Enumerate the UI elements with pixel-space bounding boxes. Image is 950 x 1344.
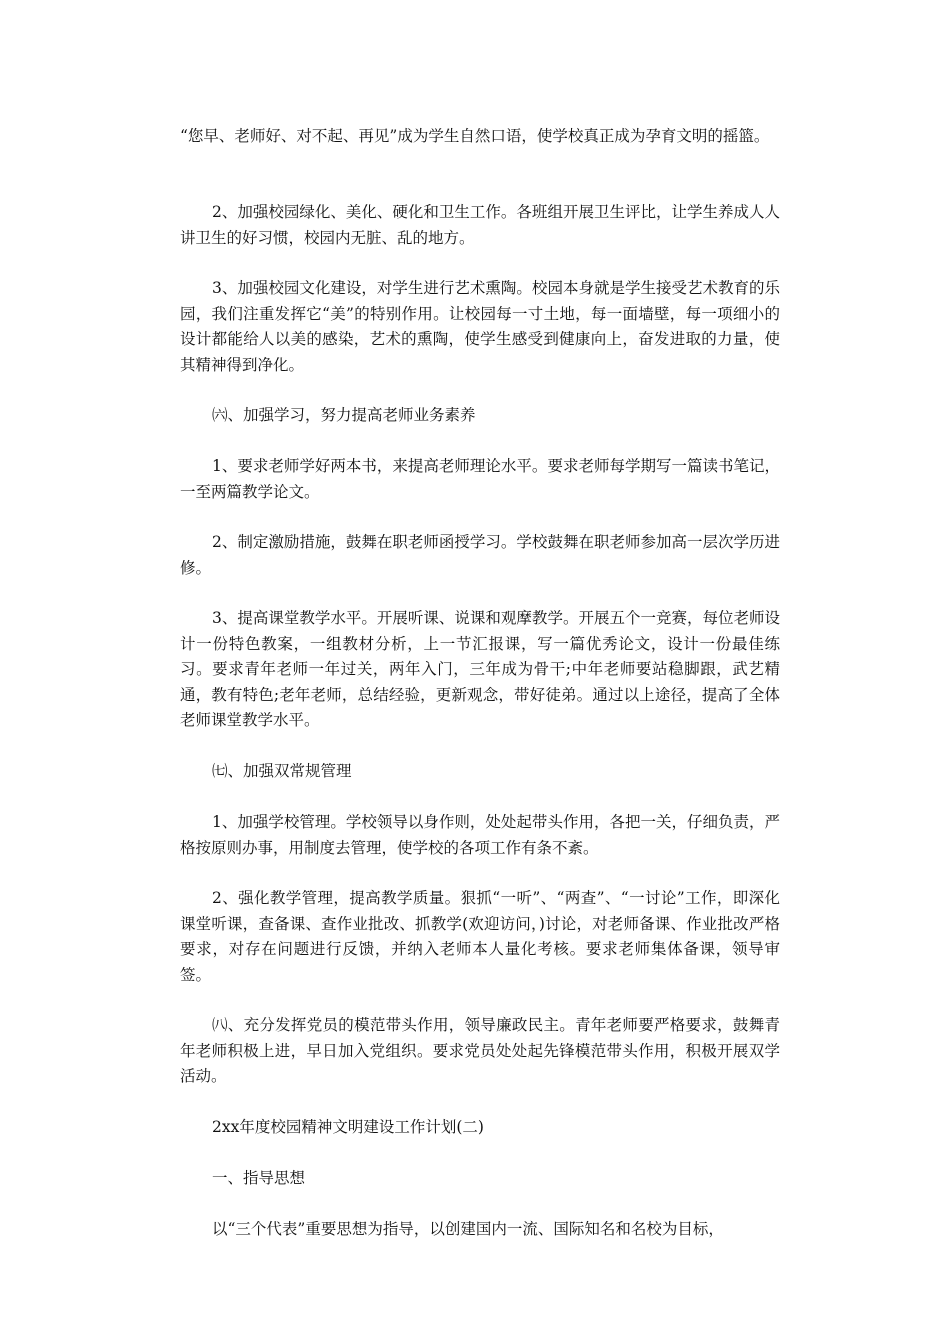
section-heading-guiding-thought: 一、指导思想 <box>212 1169 306 1187</box>
section-heading-7: ㈦、加强双常规管理 <box>212 762 352 780</box>
section-heading-8: ㈧、充分发挥党员的模范带头作用，领导廉政民主。青年老师要严格要求，鼓舞青年老师积极上进，早日加入党组织。要求党员处处起先锋模范带头作用，积极开展双学活动。 <box>180 1016 780 1085</box>
paragraph-guiding-thought: 以“三个代表”重要思想为指导，以创建国内一流、国际知名和名校为目标， <box>212 1220 724 1238</box>
paragraph-continuation: “您早、老师好、对不起、再见”成为学生自然口语，使学校真正成为孕育文明的摇篮。 <box>180 127 770 145</box>
paragraph-management-2: 2、强化教学管理，提高教学质量。狠抓“一听”、“两查”、“一讨论”工作，即深化课堂听课，查备课、查作业批改、抓教学(欢迎访问，)讨论，对老师备课、作业批改严格要求，对存在问题进行反馈，并纳入老师本人量化考核。要求老师集体备课，领导审签。 <box>180 889 780 984</box>
paragraph-item-3-culture: 3、加强校园文化建设，对学生进行艺术熏陶。校园本身就是学生接受艺术教育的乐园，我们注重发挥它“美”的特别作用。让校园每一寸土地，每一面墙壁，每一项细小的设计都能给人以美的感染，艺术的熏陶，使学生感受到健康向上，奋发进取的力量，使其精神得到净化。 <box>180 279 780 374</box>
paragraph-study-2: 2、制定激励措施，鼓舞在职老师函授学习。学校鼓舞在职老师参加高一层次学历进修。 <box>180 533 780 577</box>
paragraph-study-1: 1、要求老师学好两本书，来提高老师理论水平。要求老师每学期写一篇读书笔记，一至两篇教学论文。 <box>180 457 780 501</box>
document-title-plan-2: 2xx年度校园精神文明建设工作计划(二) <box>212 1118 484 1136</box>
section-heading-6: ㈥、加强学习，努力提高老师业务素养 <box>212 406 476 424</box>
paragraph-study-3: 3、提高课堂教学水平。开展听课、说课和观摩教学。开展五个一竞赛，每位老师设计一份特色教案，一组教材分析，上一节汇报课，写一篇优秀论文，设计一份最佳练习。要求青年老师一年过关，两年入门，三年成为骨干;中年老师要站稳脚跟，武艺精通，教有特色;老年老师，总结经验，更新观念，带好徒弟。通过以上途径，提高了全体老师课堂教学水平。 <box>180 609 780 729</box>
paragraph-item-2-greening: 2、加强校园绿化、美化、硬化和卫生工作。各班组开展卫生评比，让学生养成人人讲卫生的好习惯，校园内无脏、乱的地方。 <box>180 203 780 247</box>
paragraph-management-1: 1、加强学校管理。学校领导以身作则，处处起带头作用，各把一关，仔细负责，严格按原则办事，用制度去管理，使学校的各项工作有条不紊。 <box>180 813 780 857</box>
